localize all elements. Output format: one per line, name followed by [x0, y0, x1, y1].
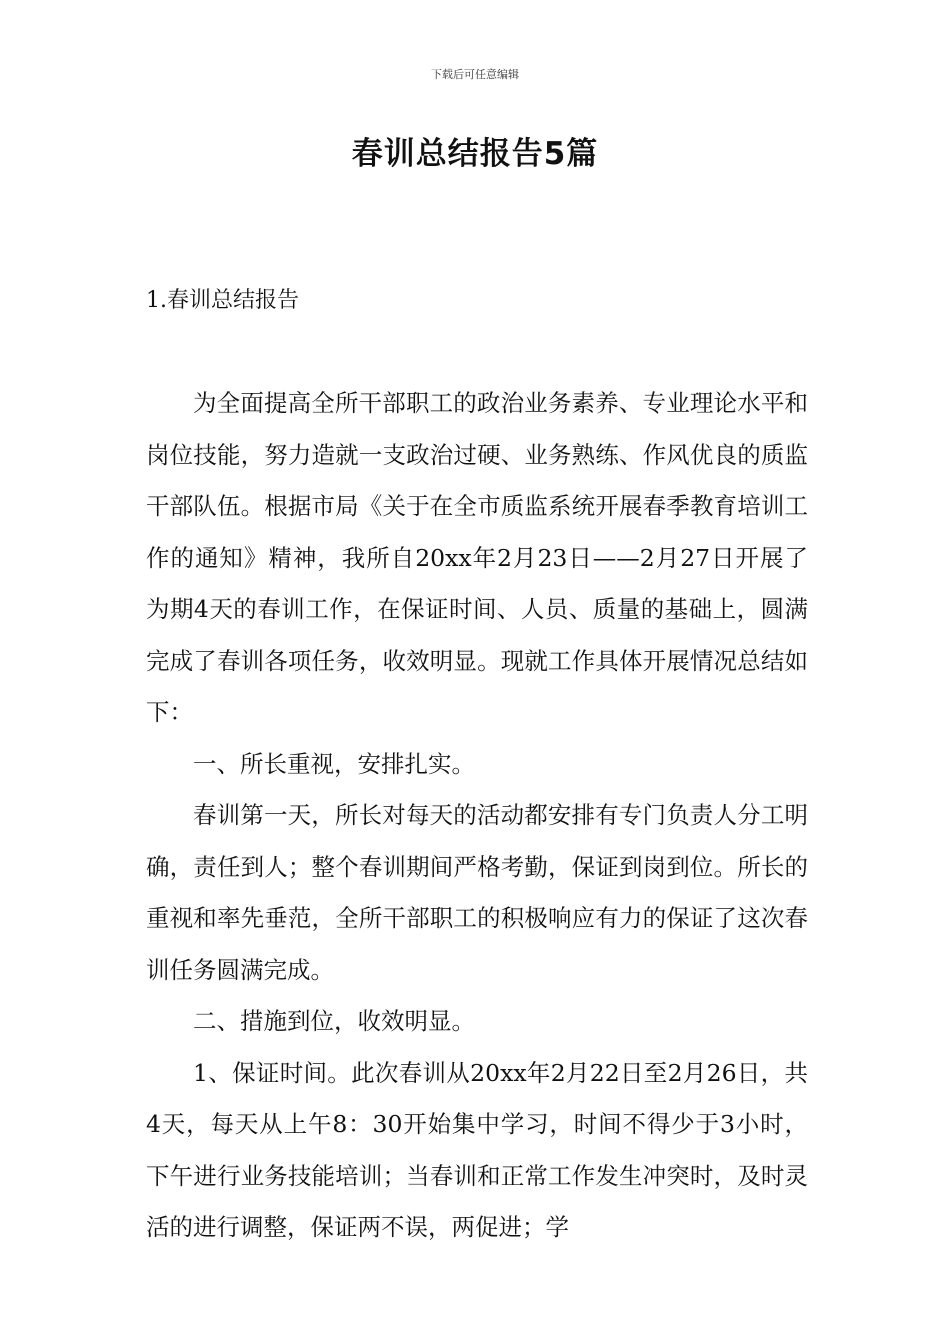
paragraph-heading-2: 二、措施到位，收效明显。: [193, 1007, 475, 1035]
body-text: [146, 378, 808, 1254]
section-heading: 1.春训总结报告: [146, 288, 299, 313]
paragraph-content-1: 春训第一天，所长对每天的活动都安排有专门负责人分工明确，责任到人；整个春训期间严格考勤，保证到岗到位。所长的重视和率先垂范，全所干部职工的积极响应有力的保证了这次春训任务圆满完成。: [146, 801, 808, 984]
paragraph-content-2: 1、保证时间。此次春训从20xx年2月22日至2月26日，共4天，每天从上午8：30开始集中学习，时间不得少于3小时，下午进行业务技能培训；当春训和正常工作发生冲突时，及时灵活的进行调整，保证两不误，两促进；学: [146, 1058, 808, 1241]
paragraph-heading-1: 一、所长重视，安排扎实。: [193, 749, 475, 778]
paragraph-intro: 为全面提高全所干部职工的政治业务素养、专业理论水平和岗位技能，努力造就一支政治过硬、业务熟练、作风优良的质监干部队伍。根据市局《关于在全市质监系统开展春季教育培训工作的通知》精神，我所自20xx年2月23日——2月27日开展了为期4天的春训工作，在保证时间、人员、质量的基础上，圆满完成了春训各项任务，收效明显。现就工作具体开展情况总结如下：: [146, 389, 808, 726]
header-note: 下载后可任意编辑: [431, 68, 519, 81]
document-title: 春训总结报告5篇: [351, 136, 599, 172]
